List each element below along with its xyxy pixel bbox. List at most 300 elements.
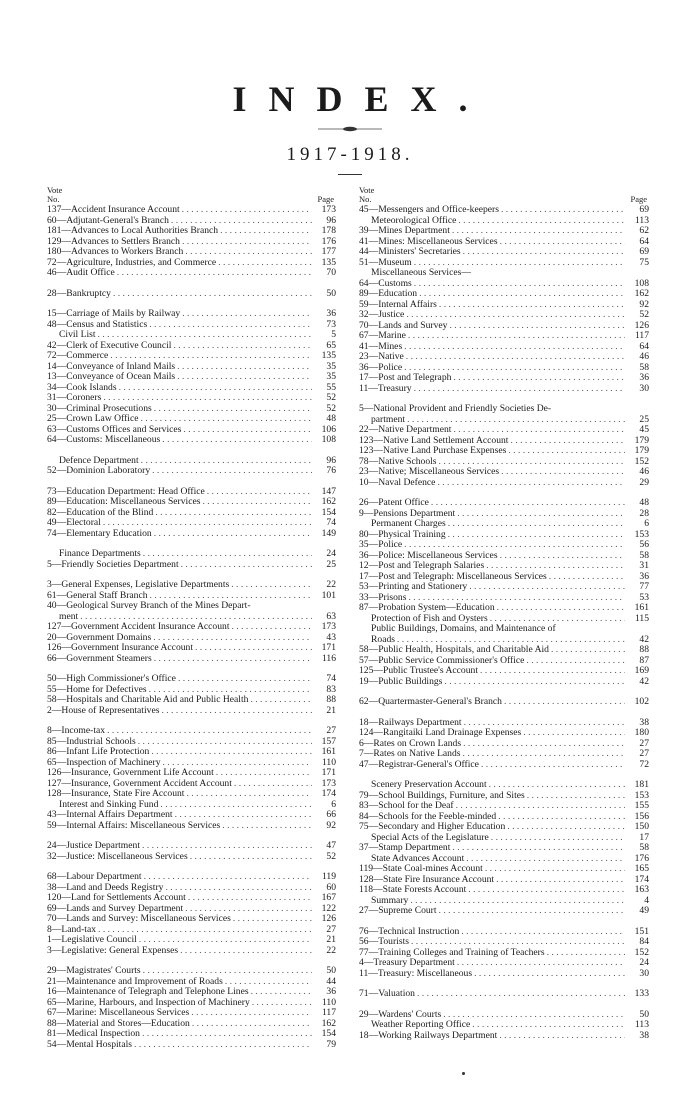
leader-dots [230, 622, 313, 633]
entry-title: Special Acts of the Legislature [371, 831, 489, 843]
leader-dots [136, 737, 312, 748]
entry-page-number: 119 [321, 871, 336, 882]
entry-page-number: 149 [321, 527, 336, 539]
leader-dots [218, 226, 312, 237]
index-entry [359, 498, 649, 509]
entry-title: 17—Post and Telegraph: Miscellaneous Services [359, 570, 547, 582]
entry-page-number: 35 [326, 360, 336, 372]
index-entry [359, 603, 649, 614]
index-entry [47, 789, 336, 800]
leader-dots [402, 540, 625, 551]
leader-dots [180, 205, 312, 216]
leader-dots [101, 393, 312, 404]
entry-title: 64—Customs [359, 277, 412, 289]
entry-title: Weather Reporting Office [371, 1019, 471, 1030]
index-entry [47, 518, 336, 529]
leader-dots [152, 654, 312, 665]
entry-page-number: 92 [639, 298, 649, 310]
leader-dots [117, 383, 312, 394]
entry-title: Public Buildings, Domains, and Maintenance of [371, 623, 556, 634]
entry-title: 123—Native Land Purchase Expenses [359, 445, 507, 456]
index-entry [359, 749, 649, 760]
index-entry [359, 801, 649, 812]
entry-page-number: 115 [634, 612, 649, 624]
index-entry [47, 726, 336, 737]
leader-dots [220, 821, 312, 832]
column-header [359, 186, 649, 204]
entry-title: 11—Treasury: Miscellaneous [359, 967, 473, 979]
entry-title: 29—Magistrates' Courts [47, 965, 141, 976]
entry-title: 89—Education: Miscellaneous Services [47, 496, 201, 507]
leader-dots [176, 674, 312, 685]
index-entry [359, 864, 649, 875]
entry-title: 128—State Fire Insurance Account [359, 873, 495, 885]
index-entry [47, 309, 336, 320]
entry-title: Meteorological Office [371, 214, 457, 226]
vote-no-header: Vote No. [359, 185, 375, 204]
page-header: Page [317, 194, 334, 204]
entry-page-number: 64 [639, 235, 649, 247]
entry-spacer [47, 446, 336, 456]
index-column-right [359, 186, 649, 1041]
entry-page-number: 161 [321, 746, 336, 757]
entry-title: 79—School Buildings, Furniture, and Sites [359, 789, 525, 801]
entry-title: 120—Land for Settlements Account [47, 892, 186, 903]
index-entry [47, 821, 336, 832]
entry-page-number: 27 [639, 737, 649, 749]
entry-page-number: 21 [326, 934, 336, 945]
leader-dots [479, 760, 625, 771]
index-entry [47, 435, 336, 446]
entry-page-number: 162 [321, 496, 336, 507]
leader-dots [152, 529, 312, 540]
entry-title: 82—Education of the Blind [47, 506, 154, 518]
entry-title: 22—Native Department [359, 424, 452, 435]
entry-title: 89—Education [359, 288, 418, 299]
leader-dots [186, 893, 312, 904]
index-entry [359, 677, 649, 688]
entry-title: 16—Maintenance of Telegraph and Telephone Lines [47, 986, 249, 997]
leader-dots [412, 384, 625, 395]
entry-title: 73—Education Department: Head Office [47, 485, 205, 497]
entry-page-number: 64 [639, 340, 649, 352]
entry-page-number: 58 [639, 361, 649, 373]
entry-page-number: 180 [634, 727, 649, 738]
entry-page-number: 6 [644, 518, 649, 529]
index-entry [359, 331, 649, 342]
entry-title: 180—Advances to Workers Branch [47, 246, 184, 257]
entry-page-number: 22 [326, 579, 336, 590]
entry-title: 81—Medical Inspection [47, 1028, 140, 1039]
entry-page-number: 92 [326, 819, 336, 831]
leader-dots [175, 372, 312, 383]
entry-page-number: 88 [639, 644, 649, 655]
leader-dots [472, 969, 625, 980]
leader-dots [502, 697, 625, 708]
entry-title: 47—Registrar-General's Office [359, 758, 479, 770]
entry-title: 32—Justice [359, 309, 405, 320]
entry-page-number: 46 [639, 466, 649, 477]
entry-title: 30—Criminal Prosecutions [47, 402, 152, 414]
entry-page-number: 27 [326, 725, 336, 736]
entry-title: 46—Audit Office [47, 267, 115, 278]
index-entry [359, 289, 649, 300]
entry-title: 74—Elementary Education [47, 527, 152, 539]
entry-page-number: 153 [634, 789, 649, 801]
leader-dots [446, 530, 625, 541]
entry-page-number: 177 [321, 246, 336, 257]
entry-title: 76—Technical Instruction [359, 925, 460, 937]
entry-page-number: 50 [326, 965, 336, 976]
entry-title: 34—Cook Islands [47, 381, 117, 393]
entry-page-number: 133 [634, 988, 649, 999]
entry-page-number: 28 [639, 507, 649, 519]
entry-page-number: 110 [321, 996, 336, 1008]
entry-title: Roads [371, 633, 395, 645]
entry-title: 12—Post and Telegraph Salaries [359, 560, 485, 571]
index-entry [47, 289, 336, 300]
vote-no-header: Vote No. [47, 185, 63, 204]
entry-page-number: 147 [321, 485, 336, 497]
entry-title: 124—Rangitaiki Land Drainage Expenses [359, 727, 522, 738]
entry-page-number: 106 [321, 423, 336, 435]
entry-page-number: 5 [331, 329, 336, 340]
entry-page-number: 47 [326, 840, 336, 851]
entry-spacer [359, 917, 649, 927]
leader-dots [141, 966, 312, 977]
entry-page-number: 17 [639, 831, 649, 843]
leader-dots [545, 948, 625, 959]
entry-page-number: 72 [639, 758, 649, 770]
leader-dots [454, 801, 625, 812]
entry-title: Protection of Fish and Oysters [371, 612, 488, 624]
leader-dots [506, 446, 625, 457]
index-entry [47, 1040, 336, 1051]
entry-page-number: 24 [639, 957, 649, 968]
entry-page-number: 110 [321, 756, 336, 768]
entry-page-number: 155 [634, 800, 649, 811]
entry-title: 70—Lands and Survey: Miscellaneous Services [47, 913, 231, 924]
leader-dots [183, 247, 312, 258]
entry-page-number: 56 [639, 539, 649, 550]
entry-title: 45—Messengers and Office-keepers [359, 204, 499, 215]
leader-dots [175, 362, 312, 373]
entry-title: 4—Treasury Department [359, 957, 455, 968]
index-entry [47, 872, 336, 883]
entry-page-number: 58 [639, 842, 649, 853]
index-entry [47, 226, 336, 237]
entry-page-number: 52 [326, 402, 336, 414]
entry-title: 88—Material and Stores—Education [47, 1017, 190, 1029]
entry-page-number: 60 [326, 881, 336, 893]
entry-title: 67—Marine: Miscellaneous Services [47, 1007, 190, 1018]
entry-page-number: 48 [639, 497, 649, 508]
entry-page-number: 153 [634, 528, 649, 540]
column-header [47, 186, 336, 204]
leader-dots [499, 205, 625, 216]
entry-title: 2—House of Representatives [47, 704, 160, 716]
index-entry [47, 351, 336, 362]
entry-title: 23—Native [359, 351, 404, 362]
entry-page-number: 65 [326, 339, 336, 351]
index-entry [359, 937, 649, 948]
entry-page-number: 176 [321, 235, 336, 247]
leader-dots [498, 237, 625, 248]
leader-dots [461, 247, 625, 258]
entry-page-number: 77 [639, 581, 649, 592]
leader-dots [450, 843, 625, 854]
entry-page-number: 30 [639, 967, 649, 979]
entry-page-number: 161 [634, 602, 649, 613]
entry-title: 38—Land and Deeds Registry [47, 881, 164, 893]
entry-page-number: 36 [639, 372, 649, 383]
entry-page-number: 96 [326, 454, 336, 466]
entry-title: 32—Justice: Miscellaneous Services [47, 850, 188, 862]
entry-title: 19—Public Buildings [359, 675, 443, 687]
entry-page-number: 101 [321, 589, 336, 601]
index-entry [359, 1020, 649, 1031]
index-entry [47, 560, 336, 571]
entry-page-number: 52 [326, 392, 336, 403]
index-entry [47, 946, 336, 957]
leader-dots [190, 1019, 312, 1030]
year-heading: 1917-1918. [286, 144, 414, 165]
entry-title: ment [59, 610, 79, 622]
entry-spacer [47, 279, 336, 289]
entry-page-number: 44 [326, 975, 336, 987]
index-entry [47, 695, 336, 706]
index-entry [359, 352, 649, 363]
entry-page-number: 27 [326, 923, 336, 935]
leader-dots [408, 896, 625, 907]
entry-page-number: 178 [321, 225, 336, 236]
leader-dots [153, 508, 312, 519]
entry-page-number: 113 [634, 1019, 649, 1030]
entry-title: 18—Railways Department [359, 716, 462, 728]
entry-title: 78—Native Schools [359, 455, 437, 467]
leader-dots [489, 833, 625, 844]
entry-page-number: 30 [639, 382, 649, 394]
entry-title: 29—Wardens' Courts [359, 1008, 442, 1020]
entry-page-number: 74 [326, 517, 336, 528]
index-entry [359, 958, 649, 969]
entry-page-number: 50 [639, 1008, 649, 1020]
leader-dots [189, 1008, 312, 1019]
entry-page-number: 176 [634, 852, 649, 864]
entry-title: 53—Printing and Stationery [359, 581, 468, 592]
entry-page-number: 52 [639, 309, 649, 320]
index-entry [359, 697, 649, 708]
entry-title: 65—Inspection of Machinery [47, 756, 161, 768]
entry-page-number: 27 [639, 748, 649, 759]
entry-page-number: 79 [326, 1038, 336, 1050]
index-entry [359, 843, 649, 854]
entry-title: Defence Department [59, 454, 139, 466]
entry-page-number: 122 [321, 902, 336, 914]
index-entry [47, 966, 336, 977]
entry-title: 86—Infant Life Protection [47, 746, 150, 757]
index-entry [359, 310, 649, 321]
page-header: Page [630, 194, 647, 204]
entry-title: 20—Government Domains [47, 631, 152, 643]
leader-dots [205, 487, 312, 498]
leader-dots [105, 726, 312, 737]
leader-dots [455, 958, 625, 969]
entry-title: 83—School for the Deaf [359, 800, 454, 811]
entry-page-number: 117 [321, 1007, 336, 1018]
entry-page-number: 108 [634, 277, 649, 289]
leader-dots [152, 404, 312, 415]
entry-title: 80—Physical Training [359, 528, 446, 540]
entry-title: 127—Government Accident Insurance Account [47, 621, 230, 632]
entry-title: 33—Prisons [359, 591, 407, 603]
entry-title: 61—General Staff Branch [47, 589, 148, 601]
entry-title: 69—Lands and Survey Department [47, 902, 184, 914]
leader-dots [150, 466, 312, 477]
leader-dots [508, 436, 625, 447]
entry-title: 39—Mines Department [359, 225, 450, 236]
leader-dots [409, 937, 625, 948]
leader-dots [524, 656, 625, 667]
leader-dots [248, 695, 312, 706]
leader-dots [171, 341, 312, 352]
entry-title: 50—High Commissioner's Office [47, 673, 176, 684]
index-entry [47, 549, 336, 560]
entry-title: 51—Museum [359, 256, 412, 268]
entry-title: 62—Quartermaster-General's Branch [359, 696, 502, 707]
entry-page-number: 84 [639, 936, 649, 947]
entry-title: 37—Stamp Department [359, 842, 451, 853]
leader-dots [108, 351, 312, 362]
entry-spacer [47, 477, 336, 487]
entry-page-number: 25 [639, 413, 649, 425]
entry-page-number: 150 [634, 821, 649, 832]
entry-page-number: 162 [321, 1017, 336, 1029]
index-entry [359, 760, 649, 771]
entry-title: 123—Native Land Settlement Account [359, 434, 509, 446]
leader-dots [437, 906, 625, 917]
leader-dots [442, 677, 625, 688]
leader-dots [505, 822, 625, 833]
index-entry [47, 529, 336, 540]
leader-dots [137, 935, 312, 946]
entry-page-number: 38 [639, 1029, 649, 1041]
index-entry [359, 624, 649, 635]
title-ornament [318, 126, 382, 132]
entry-page-number: 36 [326, 986, 336, 997]
leader-dots [147, 320, 312, 331]
index-entry [47, 987, 336, 998]
entry-title: 3—Legislative: General Expenses [47, 944, 179, 956]
entry-page-number: 42 [639, 675, 649, 687]
leader-dots [521, 728, 625, 739]
leader-dots [497, 1031, 625, 1042]
entry-title: 56—Tourists [359, 936, 409, 947]
index-entry [359, 530, 649, 541]
index-entry [47, 841, 336, 852]
entry-title: 57—Public Service Commissioner's Office [359, 654, 525, 666]
index-entry [359, 906, 649, 917]
leader-dots [96, 330, 312, 341]
entry-title: 181—Advances to Local Authorities Branch [47, 225, 219, 236]
leader-dots [142, 872, 312, 883]
entry-title: 59—Internal Affairs: Miscellaneous Services [47, 819, 221, 831]
leader-dots [180, 309, 312, 320]
leader-dots [111, 289, 312, 300]
index-entry [47, 643, 336, 654]
index-entry [47, 466, 336, 477]
entry-page-number: 117 [634, 330, 649, 341]
leader-dots [495, 603, 625, 614]
entry-title: 129—Advances to Settlers Branch [47, 235, 180, 247]
entry-title: 26—Patent Office [359, 497, 429, 508]
index-entry [47, 205, 336, 216]
entry-title: 126—Government Insurance Account [47, 642, 193, 653]
index-column-left [47, 186, 336, 1050]
leader-dots [494, 875, 625, 886]
leader-dots [412, 279, 625, 290]
leader-dots [141, 549, 312, 560]
leader-dots [132, 1040, 312, 1051]
entry-title: 125—Public Trustee's Account [359, 665, 478, 676]
leader-dots [193, 643, 312, 654]
leader-dots [178, 946, 312, 957]
entry-title: State Advances Account [371, 852, 465, 864]
leader-dots [179, 560, 312, 571]
entry-title: 72—Commerce [47, 350, 109, 361]
entry-title: Civil List [59, 329, 96, 340]
entry-page-number: 38 [639, 716, 649, 728]
entry-page-number: 169 [634, 665, 649, 676]
index-entry [47, 1029, 336, 1040]
entry-title: Summary [371, 894, 409, 906]
entry-page-number: 21 [326, 704, 336, 716]
entry-page-number: 135 [321, 350, 336, 361]
entry-title: 67—Marine [359, 330, 406, 341]
entry-page-number: 113 [634, 214, 649, 226]
page-title: INDEX. [232, 79, 490, 119]
index-entry [47, 330, 336, 341]
entry-title: 14—Conveyance of Inland Mails [47, 360, 176, 372]
leader-dots [451, 425, 625, 436]
entry-page-number: 48 [326, 413, 336, 424]
index-entry [47, 852, 336, 863]
entry-page-number: 62 [639, 225, 649, 236]
leader-dots [139, 456, 312, 467]
entry-title: 27—Supreme Court [359, 905, 437, 916]
entry-title: 23—Native; Miscellaneous Services [359, 466, 500, 477]
entry-title: 49—Electoral [47, 517, 101, 528]
entry-title: 15—Carriage of Mails by Railway [47, 308, 181, 319]
entry-page-number: 50 [326, 287, 336, 299]
leader-dots [484, 561, 625, 572]
entry-title: 24—Justice Department [47, 840, 140, 851]
entry-page-number: 102 [634, 696, 649, 707]
entry-title: 36—Police: Miscellaneous Services [359, 549, 498, 561]
entry-page-number: 157 [321, 735, 336, 747]
entry-title: 75—Secondary and Higher Education [359, 821, 506, 832]
entry-page-number: 52 [326, 850, 336, 862]
entry-page-number: 45 [639, 424, 649, 435]
entry-page-number: 75 [639, 256, 649, 268]
index-entry [359, 519, 649, 530]
entry-page-number: 181 [634, 779, 649, 790]
index-entry [359, 404, 649, 415]
entry-page-number: 173 [321, 621, 336, 632]
index-entry [359, 1031, 649, 1042]
entry-page-number: 70 [326, 267, 336, 278]
entry-title: 60—Adjutant-General's Branch [47, 214, 169, 226]
